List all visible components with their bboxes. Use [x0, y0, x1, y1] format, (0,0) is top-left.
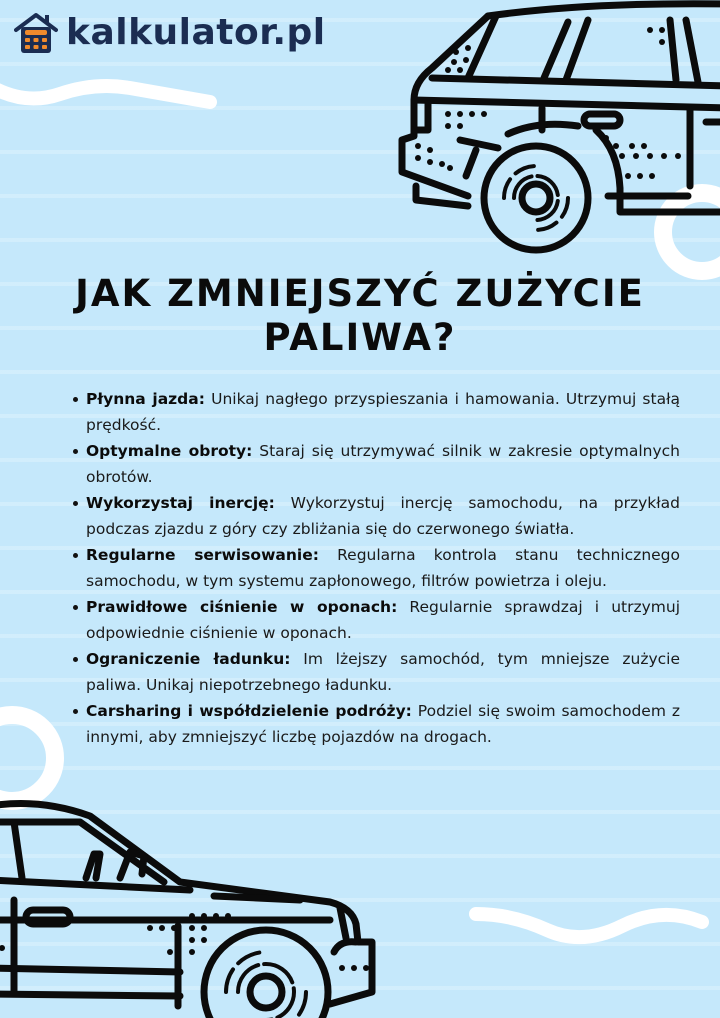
tip-item — [86, 490, 680, 542]
tip-item — [86, 542, 680, 594]
tip-text: Wykorzystuj inercję samochodu, na przykład podczas zjazdu z góry czy zbliżania się do czerwonego światła. — [86, 494, 680, 538]
tip-text: Staraj się utrzymywać silnik w zakresie optymalnych obrotów. — [86, 442, 680, 486]
tip-item — [86, 386, 680, 438]
page-title — [0, 272, 720, 360]
tip-heading: Carsharing i współdzielenie podróży: — [86, 702, 412, 720]
brand-name: kalkulator.pl — [66, 12, 326, 53]
title-line-2: PALIWA? — [263, 316, 457, 359]
tip-text: Regularna kontrola stanu technicznego samochodu, w tym systemu zapłonowego, filtrów powietrza i oleju. — [86, 546, 680, 590]
calculator-house-icon — [14, 12, 58, 54]
tip-heading: Optymalne obroty: — [86, 442, 253, 460]
tip-text: Regularnie sprawdzaj i utrzymuj odpowiednie ciśnienie w oponach. — [86, 598, 681, 642]
tip-text: Im lżejszy samochód, tym mniejsze zużycie paliwa. Unikaj niepotrzebnego ładunku. — [86, 650, 680, 694]
tip-item — [86, 698, 680, 750]
wave-decoration-bottom — [462, 896, 720, 948]
tip-heading: Prawidłowe ciśnienie w oponach: — [86, 598, 398, 616]
tip-item — [86, 438, 680, 490]
tip-text: Unikaj nagłego przyspieszania i hamowania. Utrzymuj stałą prędkość. — [86, 390, 680, 434]
tips-list — [70, 386, 680, 750]
tip-heading: Płynna jazda: — [86, 390, 205, 408]
car-illustration-top — [388, 0, 720, 262]
title-line-1: JAK ZMNIEJSZYĆ ZUŻYCIE — [75, 272, 645, 315]
tip-item — [86, 646, 680, 698]
tip-heading: Wykorzystaj inercję: — [86, 494, 275, 512]
wave-decoration-top — [0, 72, 230, 116]
brand-logo — [14, 12, 326, 54]
tip-text: Podziel się swoim samochodem z innymi, aby zmniejszyć liczbę pojazdów na drogach. — [86, 702, 680, 746]
tip-heading: Ograniczenie ładunku: — [86, 650, 291, 668]
tip-item — [86, 594, 680, 646]
car-illustration-bottom — [0, 792, 380, 1018]
tip-heading: Regularne serwisowanie: — [86, 546, 319, 564]
